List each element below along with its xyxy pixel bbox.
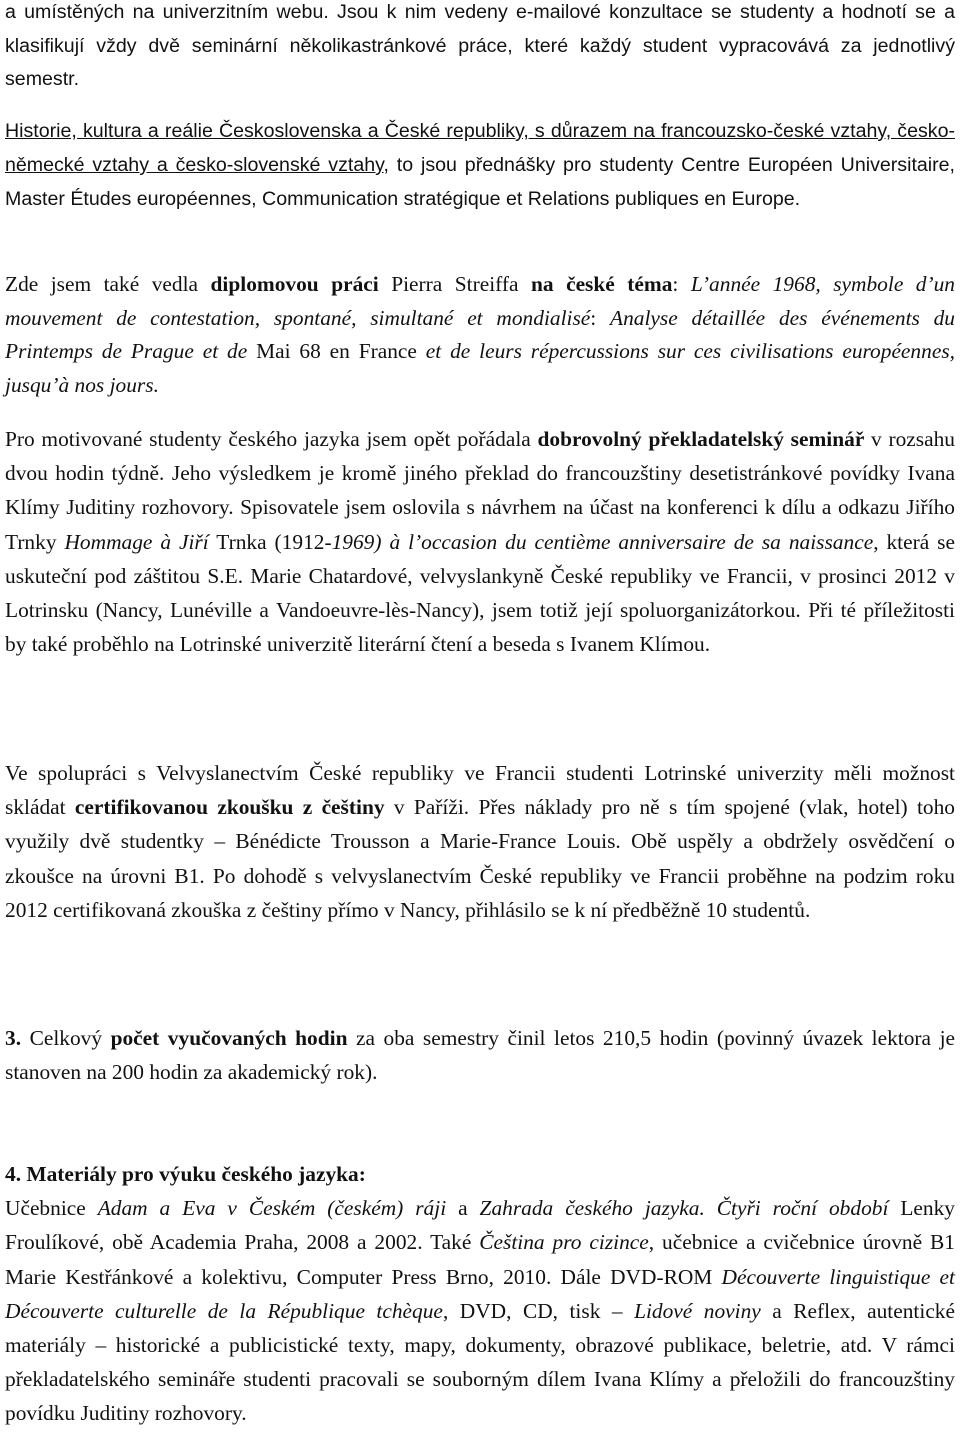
text-run: , učebnice a cvičebnice úrovně B1 Marie Kestřánkové a kolektivu, Computer Press Brno, 2010. Dále DVD-ROM xyxy=(5,1230,955,1289)
text-run: certifikovanou zkoušku z češtiny xyxy=(74,795,385,820)
text-run: za oba semestry činil letos 210,5 hodin (povinný úvazek lektora je stanoven na 200 hodin za akademický rok). xyxy=(5,1026,956,1084)
text-run: Zahrada českého jazyka. Čtyři roční období xyxy=(479,1196,889,1221)
text-run: : xyxy=(590,305,611,330)
text-run: Hommage à Jiří xyxy=(64,529,209,554)
text-run: , DVD, CD, tisk – xyxy=(442,1298,635,1323)
text-run: 3. xyxy=(5,1026,22,1050)
text-run: a Reflex, autentické materiály – historické a publicistické texty, mapy, dokumenty, obrazové publikace, beletrie, atd. V rámci překladatelského semináře studenti pracovali se souborným dílem Ivana Klímy a přeložili do francouzštiny povídku Juditiny rozhovory. xyxy=(5,1298,955,1426)
text-run: Trnka (1912- xyxy=(208,529,332,554)
text-run: Materiály pro výuku českého jazyka: xyxy=(26,1162,366,1186)
paragraph-history-lectures xyxy=(5,114,955,216)
text-run: 1969) à l’occasion du centième anniversaire de sa naissance xyxy=(331,529,874,554)
text-run: : xyxy=(672,272,691,296)
text-run: v rozsahu dvou hodin týdně. Jeho výsledkem je kromě jiného překlad do francouzštiny desetistránkové povídky Ivana Klímy Juditiny rozhovory. Spisovatele jsem oslovila s návrhem na účast na konferenci k dílu a odkazu Jiřího Trnky xyxy=(5,427,955,554)
text-run: počet vyučovaných hodin xyxy=(110,1026,348,1050)
text-run: Pierra Streiffa xyxy=(378,272,531,296)
text-run: Historie, kultura a reálie Československa a České republiky, s důrazem na francouzsko-české vztahy, česko-německé vztahy a česko-slovenské vztahy, xyxy=(5,120,955,176)
text-run: v Paříži. Přes náklady pro ně s tím spojené (vlak, hotel) toho využily dvě studentky – Bénédicte Trousson a Marie-France Louis. Obě uspěly a obdržely osvědčení o zkoušce na úrovni B1. Po dohodě s velvyslanectvím České republiky ve Francii proběhne na podzim roku 2012 certifikovaná zkouška z češtiny přímo v Nancy, přihlásilo se k ní předběžně 10 studentů. xyxy=(5,795,956,922)
text-run: dobrovolný překladatelský seminář xyxy=(537,427,865,451)
paragraph-diploma-thesis xyxy=(5,268,955,402)
text-run: Celkový xyxy=(21,1026,111,1050)
text-run: Ve spolupráci s Velvyslanectvím České republiky ve Francii studenti Lotrinské univerzity měli možnost skládat xyxy=(5,761,955,820)
text-run: a xyxy=(446,1196,480,1221)
paragraph-teaching-materials xyxy=(5,1157,955,1431)
text-run: Zde jsem také vedla xyxy=(5,272,211,296)
text-run: Adam a Eva v Českém (českém) ráji xyxy=(97,1196,447,1221)
text-run: to jsou přednášky pro studenty Centre Européen Universitaire, Master Études européennes, Communication stratégique et Relations publiques en Europe. xyxy=(5,154,956,210)
text-run: na české téma xyxy=(531,272,673,296)
text-run: Učebnice xyxy=(5,1196,98,1221)
text-run: L’année 1968, symbole d’un mouvement de contestation, spontané, simultané et mondialisé xyxy=(5,272,956,330)
text-run: Découverte linguistique et Découverte culturelle de la République tchèque xyxy=(5,1264,955,1323)
text-run: diplomovou práci xyxy=(210,272,379,296)
text-run: Lenky Froulíkové, obě Academia Praha, 2008 a 2002. Také xyxy=(5,1196,955,1255)
text-run: a umístěných na univerzitním webu. Jsou k nim vedeny e-mailové konzultace se studenty a hodnotí se a klasifikují vždy dvě seminární několikastránkové práce, které každý student vypracovává za jednotlivý semestr. xyxy=(5,1,955,91)
text-run: 4. xyxy=(5,1162,22,1186)
text-run: , která se uskuteční pod záštitou S.E. Marie Chatardové, velvyslankyně České republiky ve Francii, v prosinci 2012 v Lotrinsku (Nancy, Lunéville a Vandoeuvre-lès-Nancy), jsem totiž její spoluorganizátorkou. Při té příležitosti by také proběhlo na Lotrinské univerzitě literární čtení a beseda s Ivanem Klímou. xyxy=(5,529,956,657)
paragraph-intro xyxy=(5,0,955,97)
text-run: et de leurs répercussions sur ces civilisations européennes, jusqu’à nos jours. xyxy=(5,339,955,397)
text-run: Lidové noviny xyxy=(634,1298,761,1323)
text-run: Mai 68 en France xyxy=(256,339,417,364)
paragraph-certification-exam xyxy=(5,756,955,927)
text-run: Pro motivované studenty českého jazyka jsem opět pořádala xyxy=(5,427,538,451)
text-run: Čeština pro cizince xyxy=(479,1230,649,1255)
paragraph-teaching-hours xyxy=(5,1022,955,1089)
paragraph-translation-seminar xyxy=(5,422,955,661)
text-run: Analyse détaillée des événements du Printemps de Prague et de xyxy=(5,305,956,364)
